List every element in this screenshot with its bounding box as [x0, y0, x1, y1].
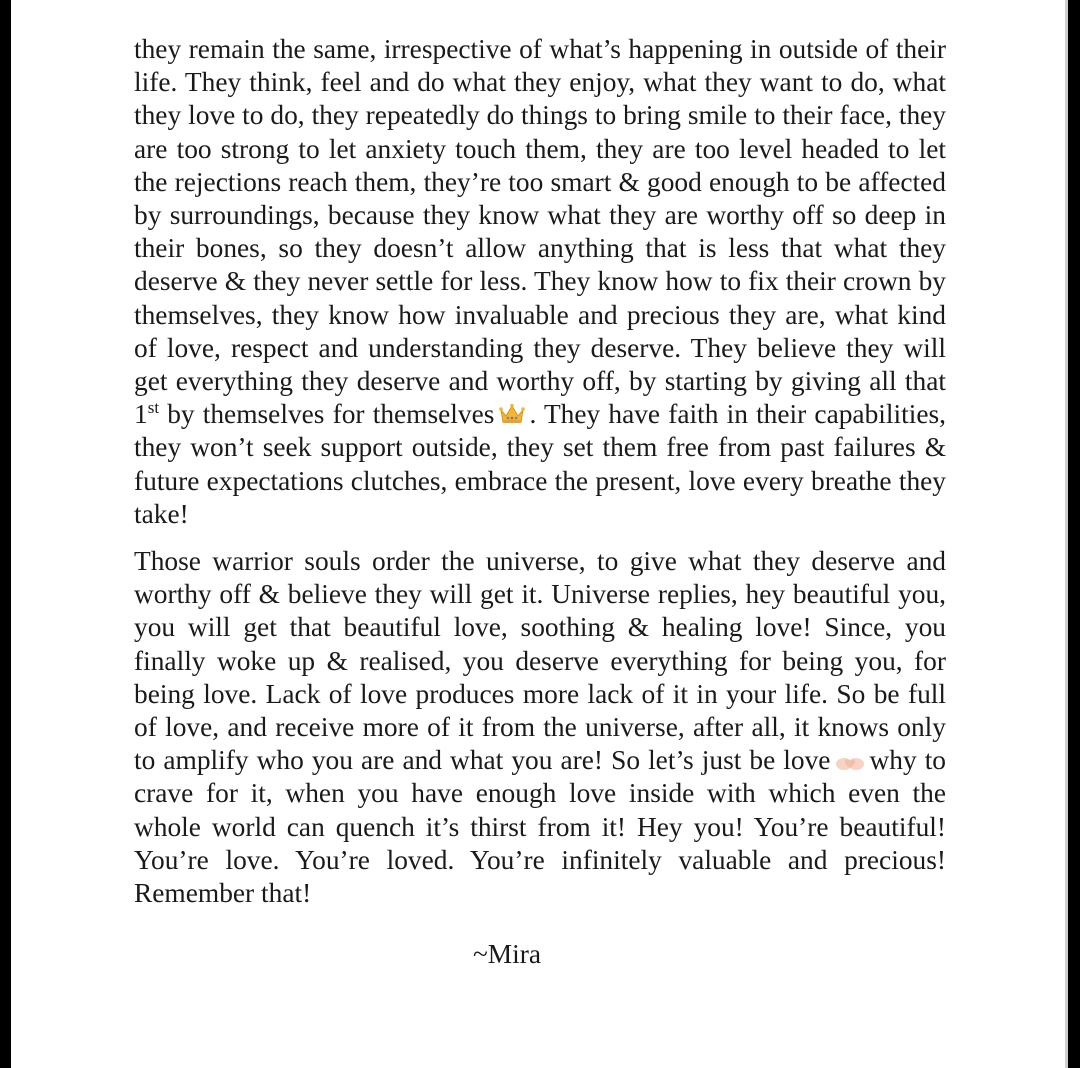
hands-heart-icon [835, 755, 865, 771]
paragraph-2-part-1: Those warrior souls order the universe, to give what they deserve and worthy off & believe they will get it. Universe replies, hey beautiful you, you will get that beautiful love, soothing & healing love! Since, you finally woke up & realised, you deserve everything for being you, for being love. Lack of love produces more lack of it in your life. So be full of love, and receive more of it from the universe, after all, it knows only to amplify who you are and what you are! So let’s just be love [134, 546, 946, 776]
paragraph-1-part-1: they remain the same, irrespective of what’s happening in outside of their life. They think, feel and do what they enjoy, what they want to do, what they love to do, they repeatedly do things to bring smile to their face, they are too strong to let anxiety touch them, they are too level headed to let the rejections reach them, they’re too smart & good enough to be affected by surroundings, because they know what they are worthy off so deep in their bones, so they doesn’t allow anything that is less that what they deserve & they never settle for less. They know how to fix their crown by themselves, they know how invaluable and precious they are, what kind of love, respect and understanding they deserve. They believe they will get everything they deserve and worthy off, by starting by giving all that 1 [134, 34, 946, 430]
paragraph-1-part-3: . They have faith in their capabilities, they won’t seek support outside, they set them free from past failures & future expectations clutches, embrace the present, love every breathe they take! [134, 399, 946, 529]
right-frame-edge [1068, 0, 1080, 1068]
crown-icon [499, 403, 525, 425]
paragraph-1 [134, 33, 946, 531]
paragraph-1-part-2: by themselves for themselves [159, 399, 495, 430]
paragraph-2-part-2: why to crave for it, when you have enough love inside with which even the whole world can quench it’s thirst from it! Hey you! You’re beautiful! You’re love. You’re loved. You’re infinitely valuable and precious! Remember that! [134, 745, 946, 909]
ordinal-superscript: st [147, 398, 160, 418]
left-frame-edge [0, 0, 11, 1068]
text-body [134, 33, 946, 910]
author-signature: ~Mira [472, 939, 542, 969]
paragraph-2 [134, 545, 946, 910]
